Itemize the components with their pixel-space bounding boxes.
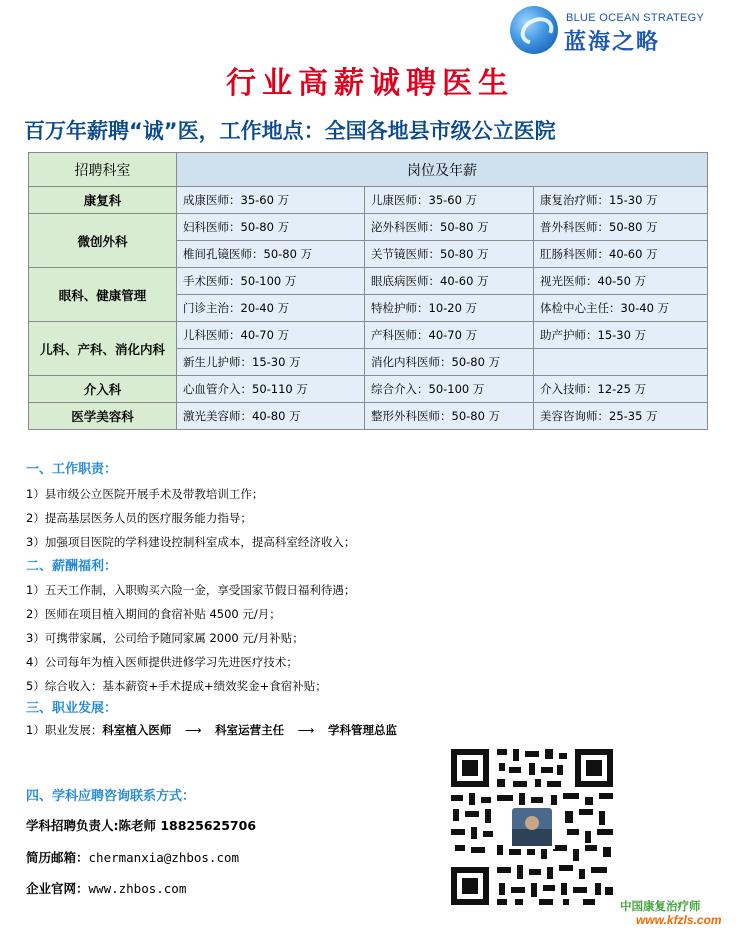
dept-minimally-invasive: 微创外科 (29, 214, 177, 268)
position-cell: 产科医师：40-70 万 (365, 322, 534, 349)
career-prefix: 1）职业发展： (26, 723, 103, 737)
career-path (26, 722, 397, 738)
duty-item: 2）提高基层医务人员的医疗服务能力指导； (26, 511, 252, 525)
dept-intervention: 介入科 (29, 376, 177, 403)
position-cell: 普外科医师：50-80 万 (534, 214, 708, 241)
position-cell: 门诊主治：20-40 万 (177, 295, 365, 322)
company-logo (510, 6, 710, 54)
page-title: 行业高薪诚聘医生 (226, 66, 514, 101)
contact-website-label: 企业官网： (26, 881, 89, 896)
positions-table (28, 152, 708, 430)
benefit-item: 3）可携带家属，公司给予随同家属 2000 元/月补贴； (26, 631, 304, 645)
logo-chinese-text: 蓝海之略 (564, 30, 661, 55)
table-row (29, 268, 708, 295)
position-cell: 视光医师：40-50 万 (534, 268, 708, 295)
career-step-2: 科室运营主任 (215, 723, 285, 737)
dept-aesthetic: 医学美容科 (29, 403, 177, 430)
benefits-heading: 二、薪酬福利： (26, 559, 118, 574)
duty-item: 3）加强项目医院的学科建设控制科室成本，提高科室经济收入； (26, 535, 356, 549)
position-cell: 肛肠科医师：40-60 万 (534, 241, 708, 268)
page-subtitle: 百万年薪聘“诚”医，工作地点：全国各地县市级公立医院 (24, 119, 556, 143)
benefit-item: 4）公司每年为植入医师提供进修学习先进医疗技术； (26, 655, 298, 669)
contact-email (26, 848, 239, 866)
position-cell: 激光美容师：40-80 万 (177, 403, 365, 430)
position-cell: 康复治疗师：15-30 万 (534, 187, 708, 214)
contact-heading: 四、学科应聘咨询联系方式： (26, 789, 196, 804)
table-row (29, 322, 708, 349)
position-cell: 综合介入：50-100 万 (365, 376, 534, 403)
position-cell: 妇科医师：50-80 万 (177, 214, 365, 241)
position-cell-empty (534, 349, 708, 376)
benefit-item: 5）综合收入：基本薪资+手术提成+绩效奖金+食宿补贴； (26, 679, 327, 693)
position-cell: 介入技师：12-25 万 (534, 376, 708, 403)
contact-website-link[interactable]: www.zhbos.com (88, 881, 187, 896)
table-row (29, 187, 708, 214)
position-cell: 心血管介入：50-110 万 (177, 376, 365, 403)
position-cell: 泌外科医师：50-80 万 (365, 214, 534, 241)
position-cell: 整形外科医师：50-80 万 (365, 403, 534, 430)
header-positions: 岗位及年薪 (177, 153, 708, 187)
position-cell: 新生儿护师：15-30 万 (177, 349, 365, 376)
header-department: 招聘科室 (29, 153, 177, 187)
dept-rehab: 康复科 (29, 187, 177, 214)
benefit-item: 1）五天工作制，入职购买六险一金，享受国家节假日福利待遇； (26, 583, 356, 597)
contact-website (26, 879, 186, 897)
position-cell: 眼底病医师：40-60 万 (365, 268, 534, 295)
table-row (29, 214, 708, 241)
arrow-right-icon: ⟶ (184, 723, 202, 737)
career-heading: 三、职业发展： (26, 701, 118, 716)
position-cell: 特检护师：10-20 万 (365, 295, 534, 322)
dept-pediatrics: 儿科、产科、消化内科 (29, 322, 177, 376)
duties-heading: 一、工作职责： (26, 462, 118, 477)
contact-email-link[interactable]: chermanxia@zhbos.com (88, 850, 240, 865)
position-cell: 体检中心主任：30-40 万 (534, 295, 708, 322)
contact-person-value: 陈老师 18825625706 (118, 818, 257, 833)
position-cell: 手术医师：50-100 万 (177, 268, 365, 295)
globe-logo-icon (510, 6, 558, 54)
career-step-1: 科室植入医师 (102, 723, 172, 737)
benefit-item: 2）医师在项目植入期间的食宿补贴 4500 元/月； (26, 607, 281, 621)
duty-item: 1）县市级公立医院开展手术及带教培训工作； (26, 487, 264, 501)
qr-code (443, 741, 621, 913)
position-cell: 椎间孔镜医师：50-80 万 (177, 241, 365, 268)
logo-english-text: BLUE OCEAN STRATEGY (566, 12, 705, 24)
watermark-url[interactable]: www.kfzls.com (636, 913, 722, 927)
career-step-3: 学科管理总监 (327, 723, 397, 737)
arrow-right-icon: ⟶ (297, 723, 315, 737)
contact-person-label: 学科招聘负责人: (26, 818, 119, 833)
position-cell: 美容咨询师：25-35 万 (534, 403, 708, 430)
position-cell: 儿康医师：35-60 万 (365, 187, 534, 214)
table-header-row (29, 153, 708, 187)
contact-email-label: 简历邮箱： (26, 850, 89, 865)
contact-person (26, 816, 256, 834)
position-cell: 儿科医师：40-70 万 (177, 322, 365, 349)
position-cell: 助产护师：15-30 万 (534, 322, 708, 349)
table-row (29, 403, 708, 430)
position-cell: 关节镜医师：50-80 万 (365, 241, 534, 268)
table-row (29, 376, 708, 403)
position-cell: 消化内科医师：50-80 万 (365, 349, 534, 376)
watermark-chinese: 中国康复治疗师 (620, 899, 701, 913)
dept-ophthalmology: 眼科、健康管理 (29, 268, 177, 322)
position-cell: 成康医师：35-60 万 (177, 187, 365, 214)
